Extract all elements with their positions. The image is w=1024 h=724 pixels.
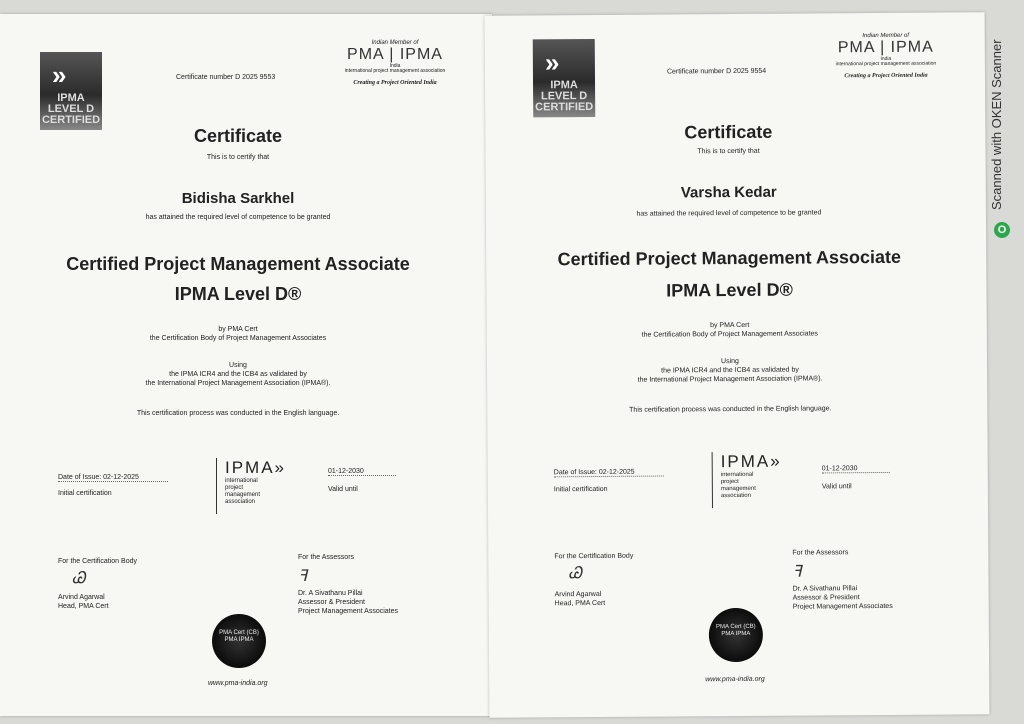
initial-certification-label: Initial certification [553,485,608,494]
attained-line: has attained the required level of competence to be granted [636,209,822,218]
by-line: by PMA Cert [218,326,258,333]
assessor-name: Dr. A Sivathanu Pillai [792,585,858,593]
certification-title: Certified Project Management Associate [66,254,410,274]
certificate-sheet-right [485,12,990,717]
by-line: by PMA Cert [710,321,750,330]
language-line: This certification process was conducted in the English language. [629,405,832,414]
assessor-role: Assessor & President [298,599,365,606]
using-line: Using [720,357,739,366]
assessor-role: Assessor & President [792,594,860,602]
certification-level: IPMA Level D® [666,279,793,301]
certification-body-label: For the Certification Body [58,558,137,565]
recipient-name: Varsha Kedar [680,183,777,202]
certificate-number: Certificate number D 2025 9553 [176,74,276,81]
pma-cert-seal: PMA Cert (CB) PMA IPMA [709,608,763,662]
certificate-heading: Certificate [684,121,773,143]
using-line-3: the International Project Management Association (IPMA®). [145,380,331,387]
using-line-2: the IPMA ICR4 and the ICB4 as validated by [661,366,799,375]
scanner-watermark: Scanned with OKEN Scanner O [988,10,1016,240]
certify-line: This is to certify that [697,147,760,156]
body-signer-name: Arvind Agarwal [554,590,602,599]
by-line-body: the Certification Body of Project Management Associates [149,335,327,342]
certify-line: This is to certify that [206,154,270,161]
assessors-label: For the Assessors [792,549,849,557]
body-signer-name: Arvind Agarwal [58,594,105,601]
valid-until-label: Valid until [328,486,358,493]
body-signer-role: Head, PMA Cert [554,599,606,608]
oken-scanner-icon: O [994,222,1010,238]
certificate-sheet-left [0,14,492,716]
body-signer-role: Head, PMA Cert [58,603,109,610]
ipma-mark: IPMA» international project management association [216,458,286,514]
language-line: This certification process was conducted in the English language. [136,410,340,417]
signature-body: Ꮚ [72,570,86,587]
initial-certification-label: Initial certification [58,490,112,497]
assessor-org: Project Management Associates [792,602,893,611]
certification-level: IPMA Level D® [174,284,302,304]
using-line: Using [229,362,247,369]
valid-date: 01-12-2030 [822,465,890,473]
assessors-label: For the Assessors [298,554,355,561]
recipient-name: Bidisha Sarkhel [181,190,295,207]
certification-title: Certified Project Management Associate [557,246,902,270]
issue-date: Date of Issue: 02-12-2025 [554,469,664,478]
ipma-level-d-logo: » IPMA LEVEL D CERTIFIED [40,52,102,130]
issue-date: Date of Issue: 02-12-2025 [58,474,168,482]
website-link: www.pma-india.org [705,675,765,684]
signature-assessor: ꟻ [792,563,802,581]
pma-cert-seal: PMA Cert (CB) PMA IPMA [212,614,266,668]
signature-body: Ꮚ [568,565,582,583]
ipma-mark: IPMA» international project management association [712,452,782,508]
pma-ipma-logo: Indian Member of PMA | IPMA India international project management association Creating a Project Oriented India [344,40,446,86]
valid-date: 01-12-2030 [328,468,396,476]
attained-line: has attained the required level of competence to be granted [145,214,331,221]
valid-until-label: Valid until [821,483,852,491]
assessor-org: Project Management Associates [298,608,398,615]
website-link: www.pma-india.org [208,680,268,687]
pma-ipma-logo: Indian Member of PMA | IPMA India international project management association Creating a Project Oriented India [835,32,937,80]
ipma-level-d-logo: » IPMA LEVEL D CERTIFIED [533,39,596,117]
by-line-body: the Certification Body of Project Management Associates [641,330,818,339]
certificate-number: Certificate number D 2025 9554 [666,67,767,76]
signature-assessor: ꟻ [298,568,308,585]
assessor-name: Dr. A Sivathanu Pillai [298,590,363,597]
using-line-2: the IPMA ICR4 and the ICB4 as validated by [169,371,307,378]
certificate-heading: Certificate [193,126,283,146]
certification-body-label: For the Certification Body [554,552,634,561]
using-line-3: the International Project Management Association (IPMA®). [637,375,823,384]
